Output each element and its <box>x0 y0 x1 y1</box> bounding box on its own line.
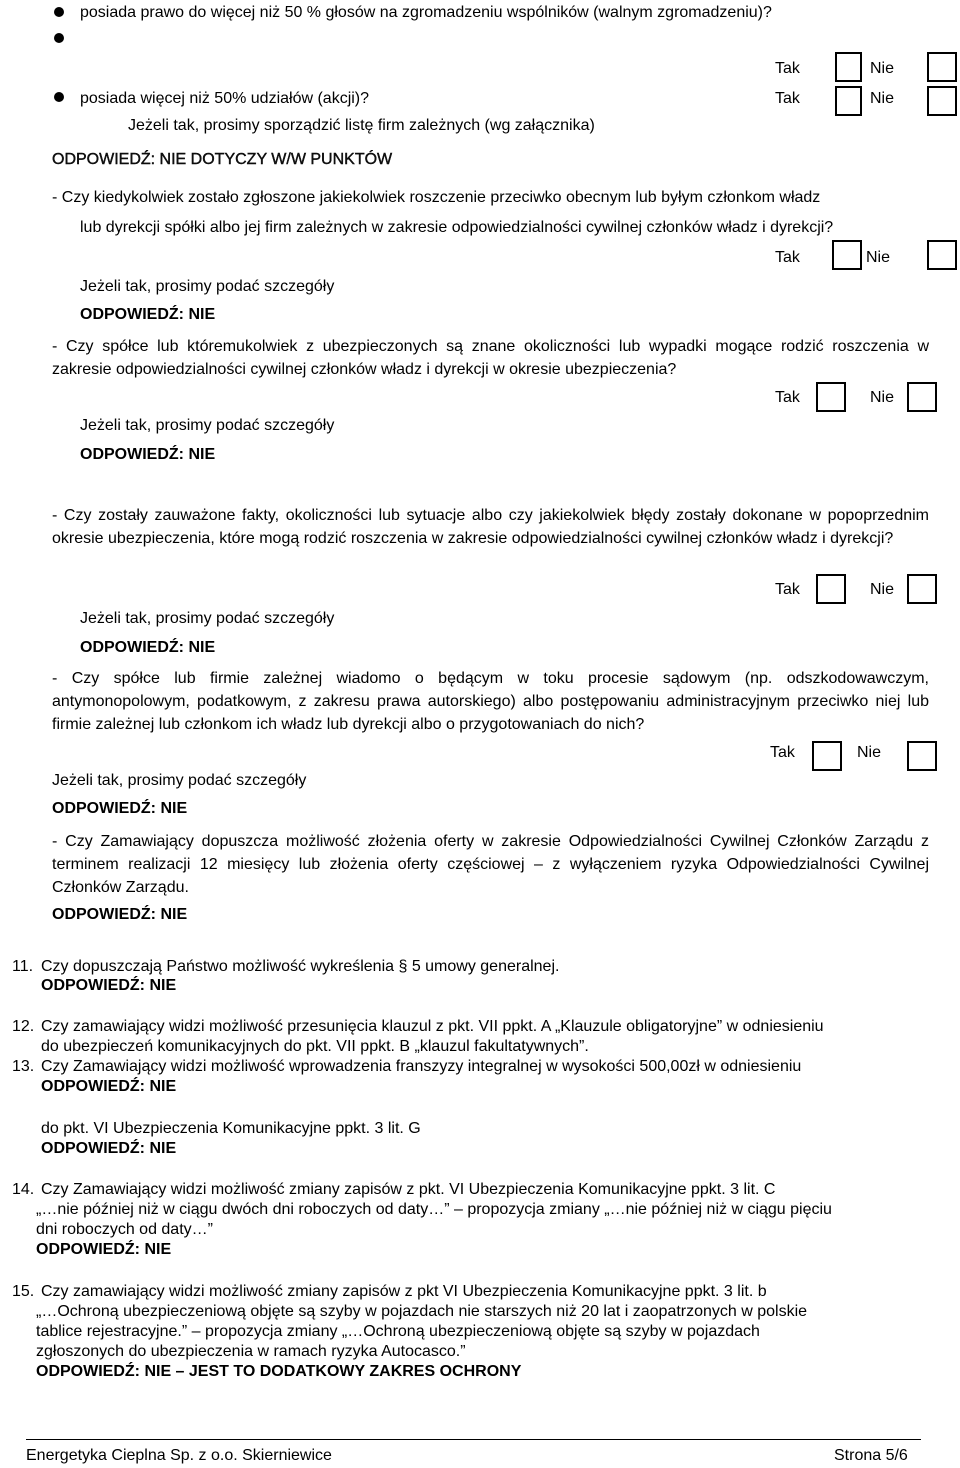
bullet-dot <box>54 7 64 17</box>
bullet-text: posiada prawo do więcej niż 50 % głosów na zgromadzeniu wspólników (walnym zgromadzeniu)? <box>80 4 772 21</box>
nie-label: Nie <box>857 744 882 761</box>
item-text: Czy Zamawiający widzi możliwość zmiany zapisów z pkt. VI Ubezpieczenia Komunikacyjne ppkt. 3 lit. C <box>41 1181 776 1198</box>
bullet-dot <box>54 33 64 43</box>
footer-page: Strona 5/6 <box>834 1447 908 1464</box>
nie-checkbox[interactable] <box>907 574 937 604</box>
nie-checkbox[interactable] <box>927 240 957 270</box>
item-text: Czy dopuszczają Państwo możliwość wykreślenia § 5 umowy generalnej. <box>41 958 560 975</box>
nie-label: Nie <box>870 90 895 107</box>
tak-checkbox[interactable] <box>812 741 842 771</box>
answer: ODPOWIEDŹ: NIE <box>52 906 188 923</box>
footer-company: Energetyka Cieplna Sp. z o.o. Skierniewice <box>26 1447 332 1464</box>
nie-label: Nie <box>870 60 895 77</box>
details-label: Jeżeli tak, prosimy podać szczegóły <box>52 772 307 789</box>
question-text: - Czy spółce lub firmie zależnej wiadomo o będącym w toku procesie sądowym (np. odszkodowawczym, antymonopolowym, podatkowym, z zakresu prawa autorskiego) albo postępowaniu administracyjnym przeciwko niej lub firmie zależnej lub członkom ich władz lub dyrekcji albo o przygotowaniach do nich? <box>52 670 929 733</box>
tak-label: Tak <box>775 389 800 406</box>
answer: ODPOWIEDŹ: NIE <box>80 639 216 656</box>
tak-checkbox[interactable] <box>835 86 862 116</box>
item-number: 13. <box>12 1058 35 1075</box>
nie-checkbox[interactable] <box>907 382 937 412</box>
item-text: „…nie później niż w ciągu dwóch dni roboczych od daty…” – propozycja zmiany „…nie później niż w ciągu pięciu <box>36 1201 832 1218</box>
bullet-dot <box>54 92 64 102</box>
details-label: Jeżeli tak, prosimy podać szczegóły <box>80 610 335 627</box>
tak-label: Tak <box>775 581 800 598</box>
tak-label: Tak <box>775 249 800 266</box>
item-text: zgłoszonych do ubezpieczenia w ramach ryzyka Autocasco.” <box>36 1343 466 1360</box>
nie-checkbox[interactable] <box>927 52 957 82</box>
item-text: do ubezpieczeń komunikacyjnych do pkt. VII ppkt. B „klauzul fakultatywnych”. <box>41 1038 589 1055</box>
tak-label: Tak <box>775 90 800 107</box>
tak-checkbox[interactable] <box>816 574 846 604</box>
question-text: - Czy zostały zauważone fakty, okoliczności lub sytuacje albo czy jakiekolwiek błędy zostały dokonane w popoprzednim okresie ubezpieczenia, które mogą rodzić roszczenia w zakresie odpowiedzialności cywilnej członków władz i dyrekcji? <box>52 507 929 547</box>
question-text: - Czy Zamawiający dopuszcza możliwość złożenia oferty w zakresie Odpowiedzialności Cywilnej Członków Zarządu z terminem realizacji 12 miesięcy lub złożenia oferty częściowej – z wyłączeniem ryzyka Odpowiedzialności Cywilnej Członków Zarządu. <box>52 833 929 896</box>
nie-checkbox[interactable] <box>907 741 937 771</box>
list-request: Jeżeli tak, prosimy sporządzić listę firm zależnych (wg załącznika) <box>128 117 595 134</box>
tak-checkbox[interactable] <box>832 240 862 270</box>
nie-label: Nie <box>870 389 895 406</box>
answer: ODPOWIEDŹ: NIE DOTYCZY W/W PUNKTÓW <box>52 151 393 168</box>
answer: ODPOWIEDŹ: NIE <box>52 800 188 817</box>
item-text: Czy Zamawiający widzi możliwość wprowadzenia franszyzy integralnej w wysokości 500,00zł w odniesieniu <box>41 1058 802 1075</box>
tak-label: Tak <box>770 744 795 761</box>
tak-checkbox[interactable] <box>816 382 846 412</box>
answer: ODPOWIEDŹ: NIE <box>80 446 216 463</box>
answer: ODPOWIEDŹ: NIE <box>36 1241 172 1258</box>
answer: ODPOWIEDŹ: NIE <box>80 306 216 323</box>
question-text: lub dyrekcji spółki albo jej firm zależnych w zakresie odpowiedzialności cywilnej członków władz i dyrekcji? <box>80 219 834 236</box>
nie-checkbox[interactable] <box>927 86 957 116</box>
question-text: - Czy kiedykolwiek zostało zgłoszone jakiekolwiek roszczenie przeciwko obecnym lub byłym członkom władz <box>52 189 821 206</box>
item-text: tablice rejestracyjne.” – propozycja zmiany „…Ochroną ubezpieczeniową objęte są szyby w pojazdach <box>36 1323 760 1340</box>
tak-checkbox[interactable] <box>835 52 862 82</box>
item-text: Czy zamawiający widzi możliwość zmiany zapisów z pkt VI Ubezpieczenia Komunikacyjne ppkt. 3 lit. b <box>41 1283 767 1300</box>
bullet-text: posiada więcej niż 50% udziałów (akcji)? <box>80 90 370 107</box>
answer: ODPOWIEDŹ: NIE <box>41 977 177 994</box>
footer-divider <box>26 1439 921 1440</box>
question-text: - Czy spółce lub któremukolwiek z ubezpieczonych są znane okoliczności lub wypadki mogące rodzić roszczenia w zakresie odpowiedzialności cywilnej członków władz i dyrekcji w okresie ubezpieczenia? <box>52 338 929 378</box>
answer: ODPOWIEDŹ: NIE <box>41 1140 177 1157</box>
answer: ODPOWIEDŹ: NIE – JEST TO DODATKOWY ZAKRES OCHRONY <box>36 1363 522 1380</box>
item-text: dni roboczych od daty…” <box>36 1221 213 1238</box>
tak-label: Tak <box>775 60 800 77</box>
details-label: Jeżeli tak, prosimy podać szczegóły <box>80 417 335 434</box>
nie-label: Nie <box>870 581 895 598</box>
item-number: 14. <box>12 1181 35 1198</box>
answer: ODPOWIEDŹ: NIE <box>41 1078 177 1095</box>
details-label: Jeżeli tak, prosimy podać szczegóły <box>80 278 335 295</box>
nie-label: Nie <box>866 249 891 266</box>
item-number: 12. <box>12 1018 35 1035</box>
item-text: do pkt. VI Ubezpieczenia Komunikacyjne ppkt. 3 lit. G <box>41 1120 421 1137</box>
item-text: „…Ochroną ubezpieczeniową objęte są szyby w pojazdach nie starszych niż 20 lat i zaopatrzonych w polskie <box>36 1303 808 1320</box>
item-text: Czy zamawiający widzi możliwość przesunięcia klauzul z pkt. VII ppkt. A „Klauzule obligatoryjne” w odniesieniu <box>41 1018 824 1035</box>
item-number: 11. <box>12 958 34 975</box>
item-number: 15. <box>12 1283 35 1300</box>
